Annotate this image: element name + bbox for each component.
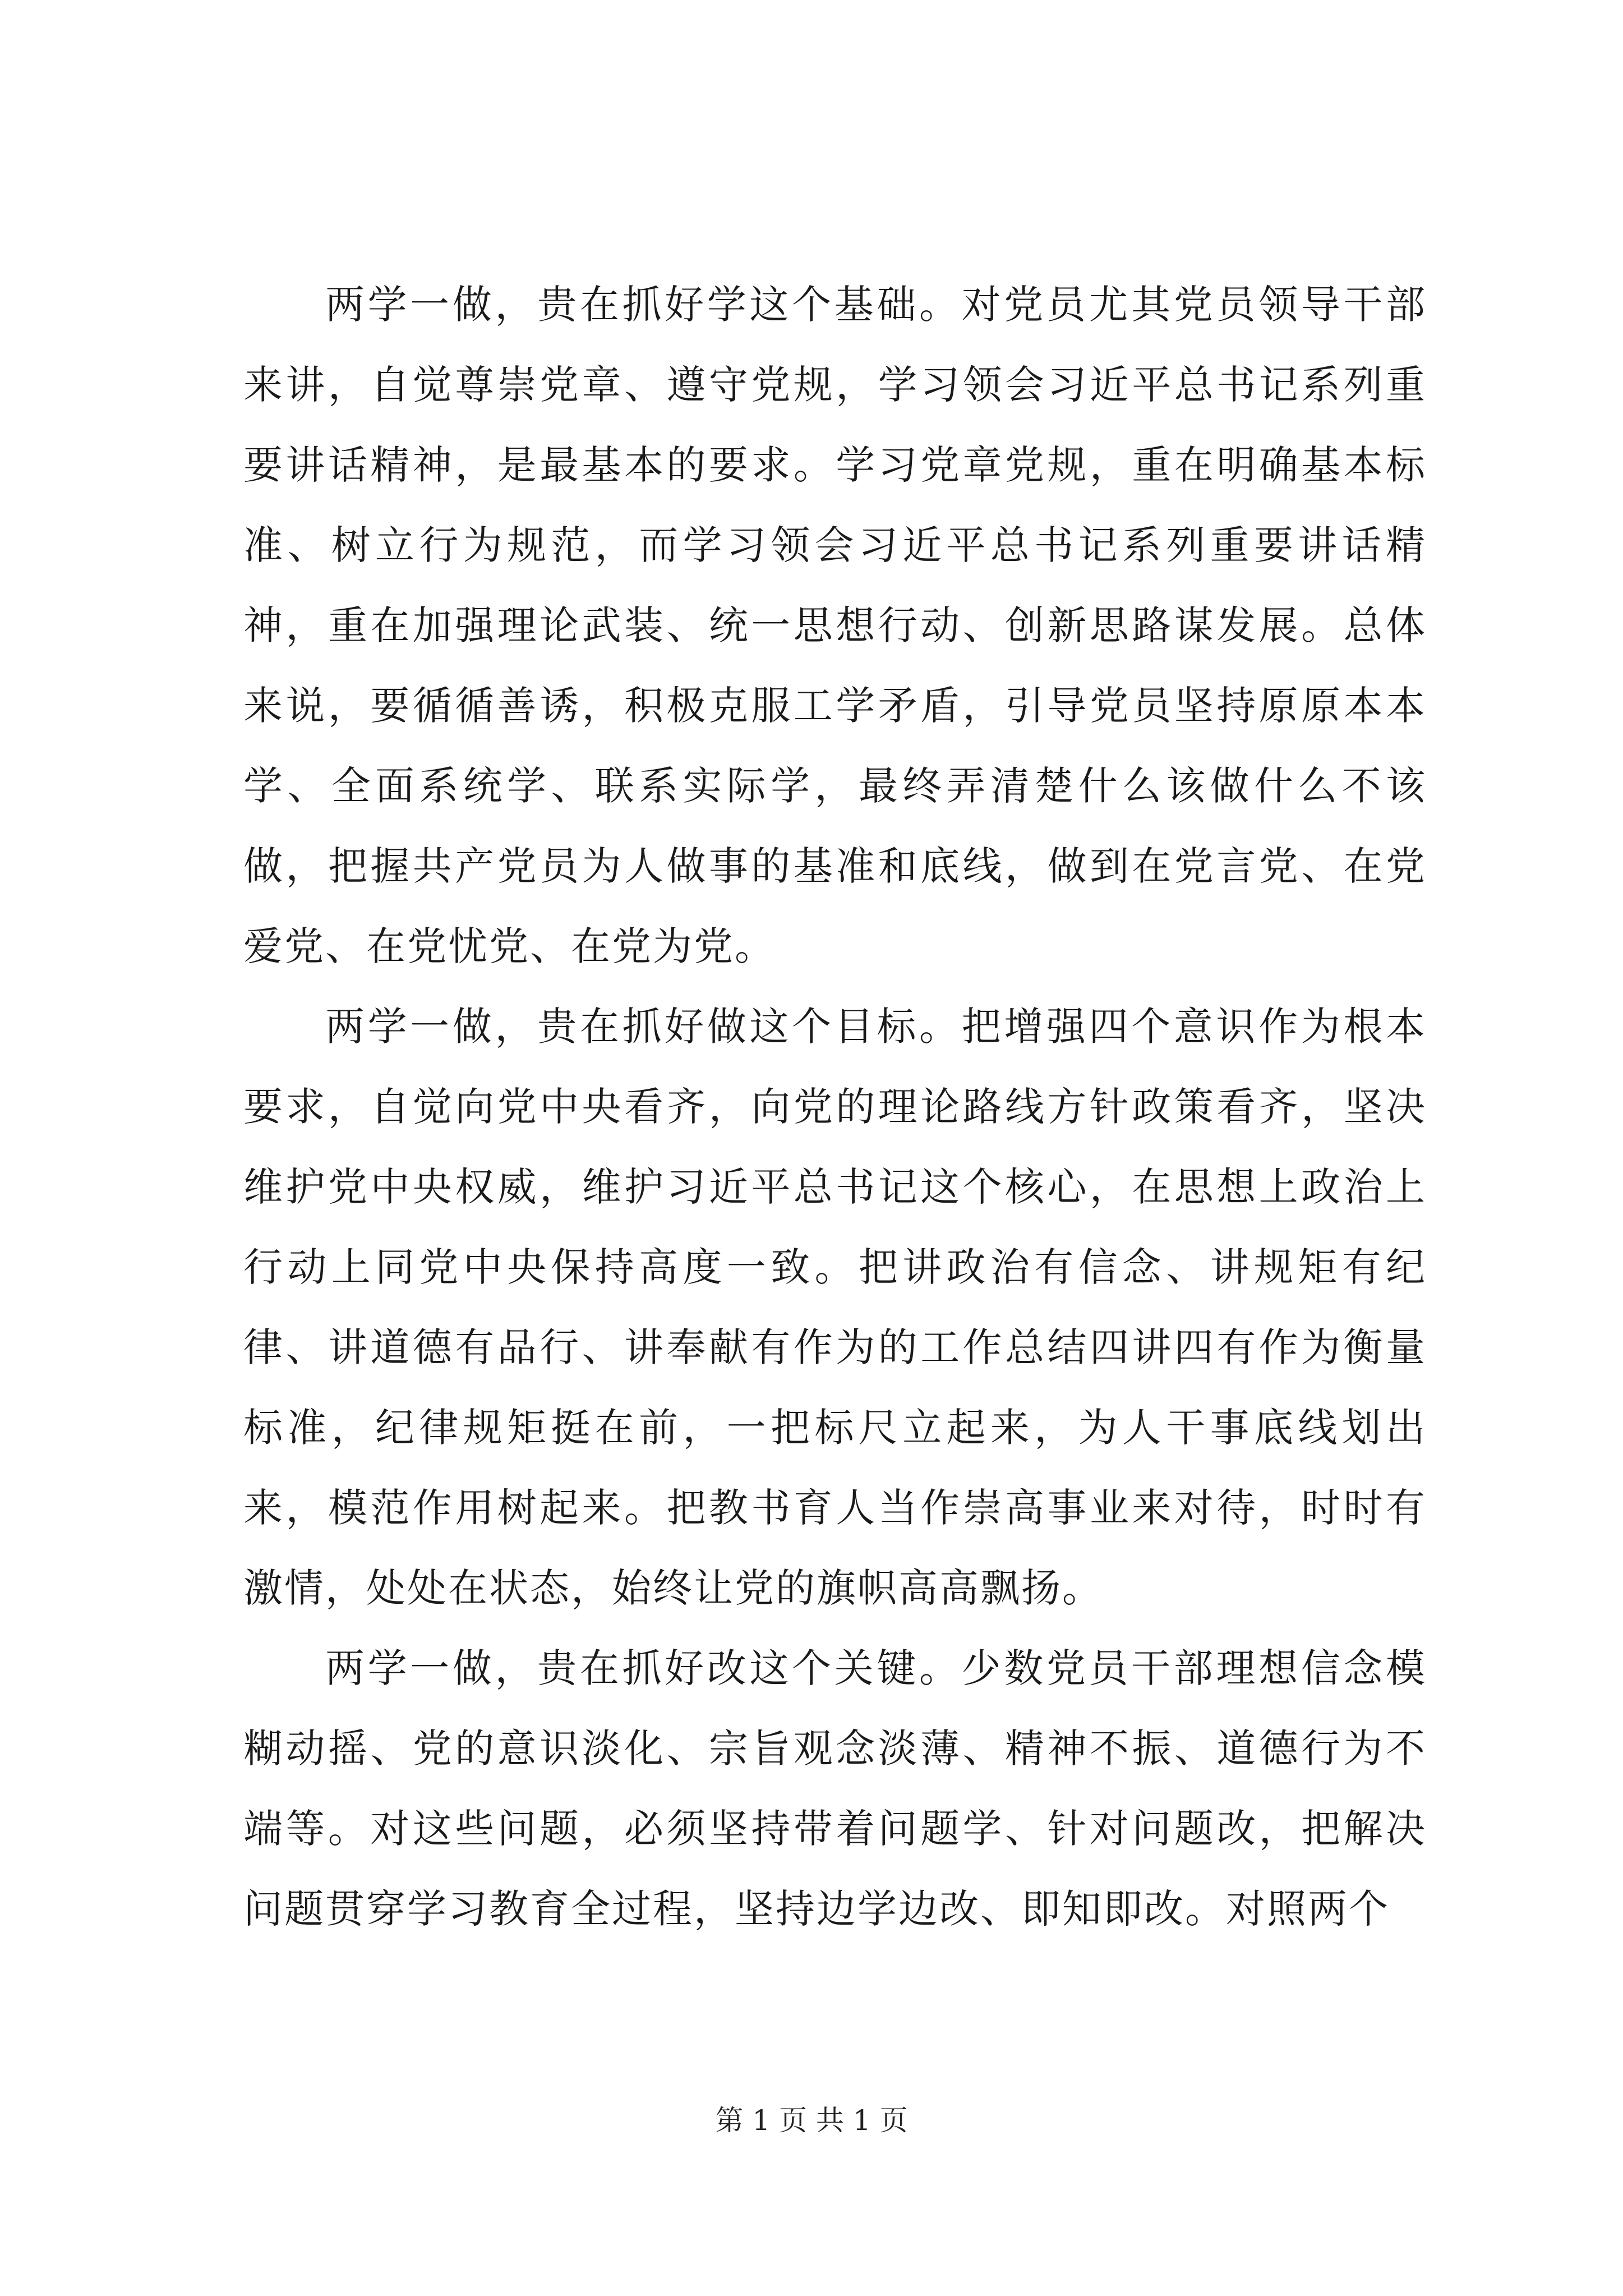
paragraph-do: 两学一做，贵在抓好做这个目标。把增强四个意识作为根本要求，自觉向党中央看齐，向党的理论路线方针政策看齐，坚决维护党中央权威，维护习近平总书记这个核心，在思想上政治上行动上同党中央保持高度一致。把讲政治有信念、讲规矩有纪律、讲道德有品行、讲奉献有作为的工作总结四讲四有作为衡量标准，纪律规矩挺在前，一把标尺立起来，为人干事底线划出来，模范作用树起来。把教书育人当作崇高事业来对待，时时有激情，处处在状态，始终让党的旗帜高高飘扬。: [243, 1004, 1427, 1611]
page-number-footer: 第 1 页 共 1 页: [715, 2104, 908, 2137]
paragraph-study: 两学一做，贵在抓好学这个基础。对党员尤其党员领导干部来讲，自觉尊崇党章、遵守党规，学习领会习近平总书记系列重要讲话精神，是最基本的要求。学习党章党规，重在明确基本标准、树立行为规范，而学习领会习近平总书记系列重要讲话精神，重在加强理论武装、统一思想行动、创新思路谋发展。总体来说，要循循善诱，积极克服工学矛盾，引导党员坚持原原本本学、全面系统学、联系实际学，最终弄清楚什么该做什么不该做，把握共产党员为人做事的基准和底线，做到在党言党、在党爱党、在党忧党、在党为党。: [243, 282, 1427, 969]
document-body: [243, 265, 1427, 1949]
paragraph-correct: 两学一做，贵在抓好改这个关键。少数党员干部理想信念模糊动摇、党的意识淡化、宗旨观念淡薄、精神不振、道德行为不端等。对这些问题，必须坚持带着问题学、针对问题改，把解决问题贯穿学习教育全过程，坚持边学边改、即知即改。对照两个: [243, 1645, 1427, 1932]
